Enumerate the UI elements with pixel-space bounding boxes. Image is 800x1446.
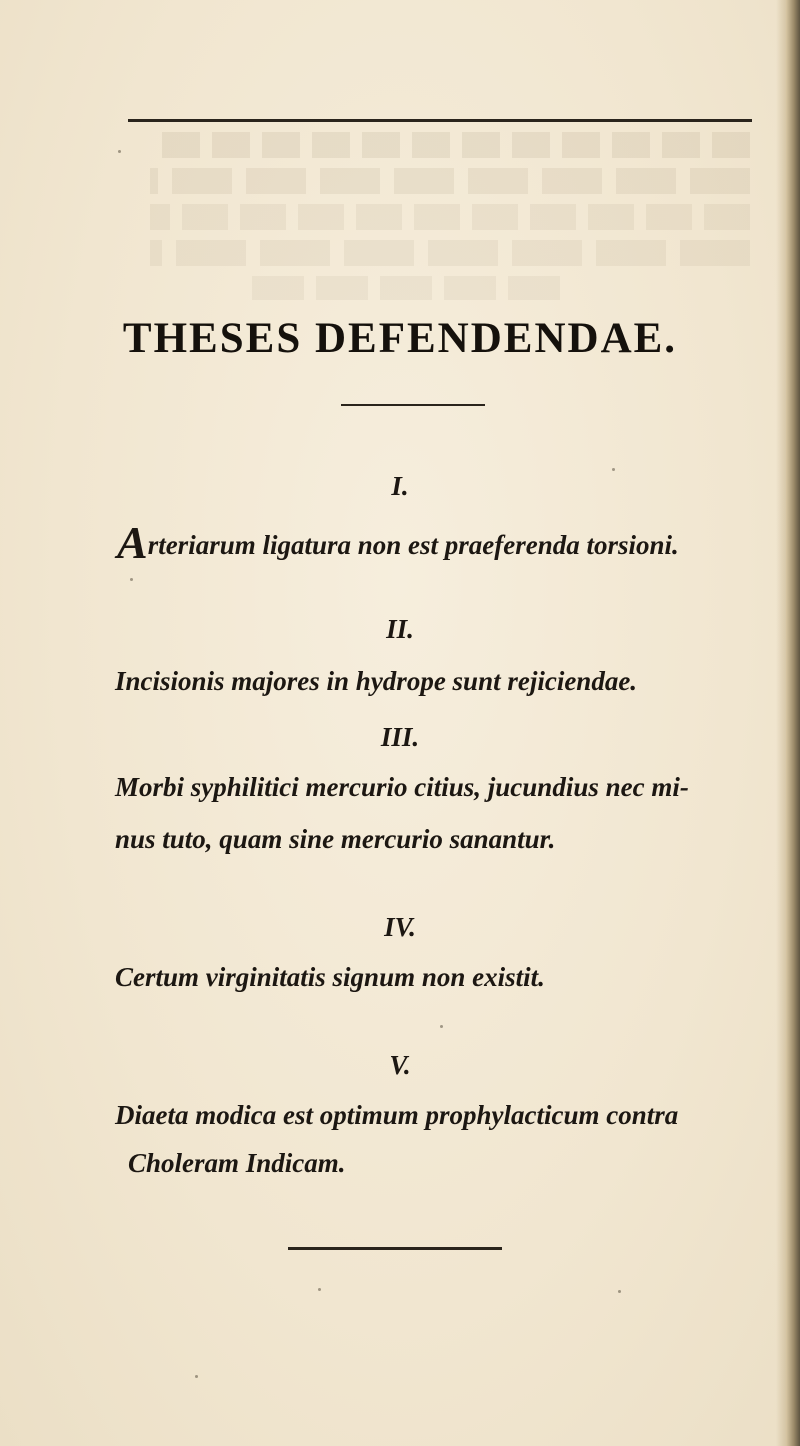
thesis-3-line-1: Morbi syphilitici mercurio citius, jucundius nec mi- [115, 772, 689, 802]
paper-speck [318, 1288, 321, 1291]
thesis-2: Incisionis majores in hydrope sunt rejiciendae. [115, 666, 638, 696]
bleed-through [240, 276, 560, 300]
paper-speck [612, 468, 615, 471]
bleed-through [150, 132, 750, 158]
thesis-3-line-2: nus tuto, quam sine mercurio sanantur. [115, 824, 556, 854]
header-rule [128, 119, 752, 122]
thesis-numeral-3: III. [380, 722, 420, 752]
thesis-5-line-1: Diaeta modica est optimum prophylacticum contra [115, 1100, 679, 1130]
page-title: THESES DEFENDENDAE. [122, 315, 678, 362]
paper-speck [618, 1290, 621, 1293]
bleed-through [150, 240, 750, 266]
thesis-5-line-2: Choleram Indicam. [128, 1148, 346, 1178]
thesis-numeral-4: IV. [384, 912, 416, 942]
paper-speck [195, 1375, 198, 1378]
paper-speck [130, 578, 133, 581]
thesis-numeral-5: V. [389, 1050, 411, 1080]
thesis-1 [117, 517, 767, 568]
title-rule [341, 404, 485, 406]
thesis-numeral-2: II. [386, 614, 414, 644]
thesis-4: Certum virginitatis signum non existit. [115, 962, 545, 992]
bleed-through [150, 204, 750, 230]
bleed-through [150, 168, 750, 194]
closing-rule [288, 1247, 502, 1250]
paper-speck [440, 1025, 443, 1028]
thesis-1-text: rteriarum ligatura non est praeferenda torsioni. [147, 530, 679, 560]
initial-letter: A [117, 517, 148, 568]
paper-speck [118, 150, 121, 153]
thesis-numeral-1: I. [391, 471, 409, 501]
